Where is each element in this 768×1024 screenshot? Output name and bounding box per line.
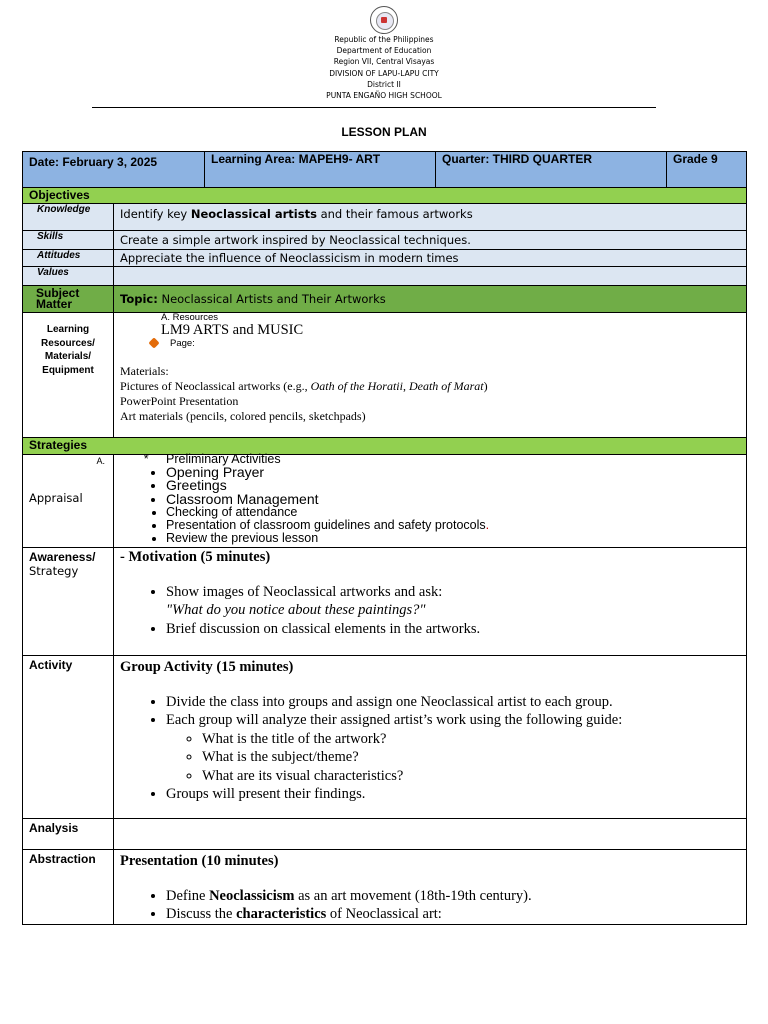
list-item: • Checking of attendance: [166, 506, 740, 519]
list-item: • Groups will present their findings.: [166, 785, 740, 804]
lesson-plan-table: [22, 151, 747, 925]
subject-matter-label: Subject Matter: [23, 286, 114, 313]
list-item: • Greetings: [166, 479, 740, 492]
list-item: * Preliminary Activities: [166, 453, 740, 466]
activity-label: Activity: [23, 656, 114, 819]
lm-text: LM9 ARTS and MUSIC: [161, 322, 304, 338]
list-item: • Discuss the characteristics of Neoclassical art:: [166, 905, 740, 924]
materials-list: [120, 364, 740, 424]
list-item: • Classroom Management: [166, 493, 740, 506]
list-item: • Show images of Neoclassical artworks and ask: "What do you notice about these paintings?": [166, 583, 740, 620]
list-item: • Divide the class into groups and assign one Neoclassical artist to each group.: [166, 693, 740, 712]
a-resources: A. Resources: [161, 312, 219, 323]
materials-heading: Materials:: [120, 364, 169, 378]
date-cell: Date: February 3, 2025: [23, 152, 205, 188]
skills-text: Create a simple artwork inspired by Neoclassical techniques.: [114, 231, 747, 250]
list-item: ◦ What is the title of the artwork?: [202, 730, 740, 749]
activity-list: [120, 693, 740, 804]
values-label: Values: [23, 267, 114, 286]
header-divider: [92, 107, 656, 108]
header-line: Republic of the Philippines: [334, 35, 434, 44]
awareness-sub: Strategy: [29, 564, 79, 578]
list-item: • Brief discussion on classical elements in the artworks.: [166, 620, 740, 639]
list-item: • Presentation of classroom guidelines and safety protocols.: [166, 519, 740, 532]
motivation-list: [120, 583, 740, 639]
header-line: PUNTA ENGAÑO HIGH SCHOOL: [326, 91, 442, 101]
attitudes-label: Attitudes: [23, 250, 114, 267]
resources-cell: [114, 313, 747, 438]
list-item: • Each group will analyze their assigned artist’s work using the following guide: ◦ What is the title of the artwork? ◦ What is the subject/theme? ◦ What are its visual characteristics?: [166, 711, 740, 785]
list-item: • Opening Prayer: [166, 466, 740, 479]
header-line: District II: [367, 79, 401, 89]
knowledge-text: Identify key Neoclassical artists and their famous artworks: [114, 204, 747, 231]
header-line: Department of Education: [336, 46, 432, 56]
appraisal-label-cell: [23, 455, 114, 548]
activity-cell: [114, 656, 747, 819]
appraisal-list: [120, 466, 740, 545]
resources-label: Learning Resources/ Materials/ Equipment: [23, 313, 114, 438]
appraisal-label: Appraisal: [29, 491, 83, 505]
strategies-heading: Strategies: [23, 438, 747, 455]
analysis-cell: [114, 819, 747, 850]
appraisal-marker: A.: [96, 456, 105, 466]
activity-title: Group Activity (15 minutes): [120, 659, 294, 675]
motivation-title: - Motivation (5 minutes): [120, 549, 271, 565]
awareness-label-cell: [23, 548, 114, 656]
skills-label: Skills: [23, 231, 114, 250]
guide-list: [166, 730, 740, 786]
attitudes-text: Appreciate the influence of Neoclassicism in modern times: [114, 250, 747, 267]
header-line: DIVISION OF LAPU-LAPU CITY: [329, 68, 439, 78]
learning-area-cell: Learning Area: MAPEH9- ART: [205, 152, 436, 188]
list-item: • Define Neoclassicism as an art movement (18th-19th century).: [166, 887, 740, 906]
motivation-cell: [114, 548, 747, 656]
topic-cell: Topic: Neoclassical Artists and Their Artworks: [114, 286, 747, 313]
quarter-cell: Quarter: THIRD QUARTER: [436, 152, 667, 188]
list-item: • Review the previous lesson: [166, 532, 740, 545]
header-line: Region VII, Central Visayas: [333, 57, 435, 67]
material-item: Art materials (pencils, colored pencils, sketchpads): [120, 409, 366, 423]
deped-seal-icon: [370, 6, 398, 34]
abstraction-label: Abstraction: [23, 850, 114, 925]
abstraction-cell: [114, 850, 747, 925]
abstraction-list: [120, 887, 740, 924]
page-line: Page:: [120, 337, 740, 351]
list-item: ◦ What is the subject/theme?: [202, 748, 740, 767]
appraisal-cell: [114, 452, 747, 548]
awareness-label: Awareness/: [29, 550, 96, 564]
knowledge-label: Knowledge: [23, 204, 114, 231]
material-item: PowerPoint Presentation: [120, 394, 239, 408]
objectives-heading: Objectives: [23, 188, 747, 204]
values-text: [114, 267, 747, 286]
grade-cell: Grade 9: [667, 152, 747, 188]
list-item: ◦ What are its visual characteristics?: [202, 767, 740, 786]
analysis-label: Analysis: [23, 819, 114, 850]
school-header: [0, 6, 768, 101]
abstraction-title: Presentation (10 minutes): [120, 853, 279, 869]
diamond-bullet-icon: [148, 337, 159, 348]
page-title: LESSON PLAN: [341, 125, 427, 139]
material-item: Pictures of Neoclassical artworks (e.g., Oath of the Horatii, Death of Marat): [120, 379, 488, 393]
